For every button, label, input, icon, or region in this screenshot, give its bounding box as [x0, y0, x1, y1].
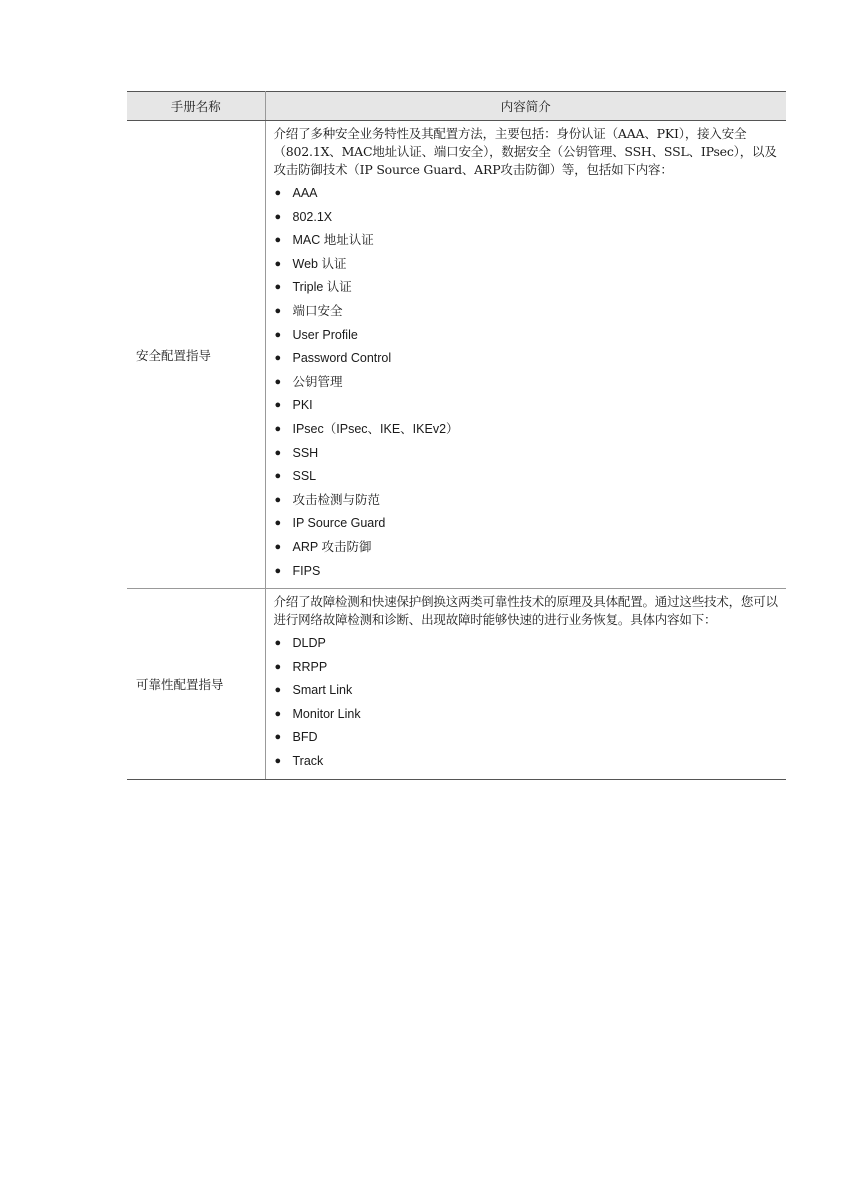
list-item-label: Smart Link: [292, 683, 353, 698]
bullet-icon: ●: [274, 187, 282, 199]
list-item-label: BFD: [292, 730, 318, 745]
bullet-icon: ●: [274, 210, 282, 223]
list-item: [274, 679, 779, 703]
list-item: [274, 536, 779, 560]
list-item: [274, 750, 779, 774]
list-item-label: FIPS: [292, 563, 321, 578]
list-item-label: Web 认证: [292, 256, 347, 271]
feature-list: [274, 632, 779, 774]
list-item: [274, 347, 779, 371]
bullet-icon: ●: [274, 257, 282, 270]
table-row: [127, 589, 786, 780]
list-item-label: Password Control: [292, 351, 392, 366]
list-item: [274, 206, 779, 230]
list-item: [274, 703, 779, 727]
bullet-icon: ●: [274, 422, 282, 435]
bullet-icon: ●: [274, 281, 282, 294]
list-item: [274, 560, 779, 584]
header-manual-name: 手册名称: [127, 92, 265, 121]
content-cell: [265, 121, 786, 589]
bullet-icon: ●: [274, 517, 282, 530]
list-item: [274, 253, 779, 277]
bullet-icon: ●: [274, 470, 282, 483]
list-item-label: Triple 认证: [292, 280, 352, 295]
list-item-label: DLDP: [292, 636, 326, 651]
manual-name-cell: 安全配置指导: [127, 121, 265, 589]
list-item: [274, 418, 779, 442]
manual-name-cell: 可靠性配置指导: [127, 589, 265, 780]
list-item: [274, 656, 779, 680]
list-item-label: Monitor Link: [292, 706, 361, 721]
list-item-label: 公钥管理: [292, 374, 343, 389]
list-item-label: ARP 攻击防御: [292, 539, 372, 554]
list-item-label: MAC 地址认证: [292, 233, 374, 248]
bullet-icon: ●: [274, 399, 282, 412]
list-item-label: PKI: [292, 398, 313, 413]
header-content-summary: 内容简介: [265, 92, 786, 121]
list-item: [274, 276, 779, 300]
bullet-icon: ●: [274, 755, 282, 768]
list-item: [274, 632, 779, 656]
list-item-label: User Profile: [292, 327, 358, 342]
list-item: [274, 182, 779, 206]
feature-list: [274, 182, 779, 583]
table-row: [127, 121, 786, 589]
list-item: [274, 726, 779, 750]
intro-paragraph: 介绍了多种安全业务特性及其配置方法，主要包括：身份认证（AAA、PKI），接入安全（802.1X、MAC地址认证、端口安全），数据安全（公钥管理、SSH、SSL、IPsec），以及攻击防御技术（IP Source Guard、ARP攻击防御）等，包括如下内容：: [273, 126, 777, 177]
list-item-label: 攻击检测与防范: [292, 492, 381, 507]
manual-table: [127, 91, 786, 780]
bullet-icon: ●: [274, 637, 282, 650]
list-item-label: AAA: [292, 186, 318, 200]
bullet-icon: ●: [274, 375, 282, 388]
bullet-icon: ●: [274, 352, 282, 365]
bullet-icon: ●: [274, 707, 282, 720]
bullet-icon: ●: [274, 304, 282, 317]
bullet-icon: ●: [274, 684, 282, 697]
list-item: [274, 394, 779, 418]
table-header-row: [127, 92, 786, 121]
bullet-icon: ●: [274, 660, 282, 673]
list-item-label: Track: [292, 754, 324, 769]
list-item: [274, 512, 779, 536]
list-item: [274, 324, 779, 348]
list-item-label: RRPP: [292, 659, 328, 674]
intro-paragraph: 介绍了故障检测和快速保护倒换这两类可靠性技术的原理及具体配置。通过这些技术，您可以进行网络故障检测和诊断、出现故障时能够快速的进行业务恢复。具体内容如下：: [273, 594, 778, 628]
list-item-label: 端口安全: [292, 303, 343, 318]
list-item-label: SSH: [292, 445, 319, 460]
list-item: [274, 229, 779, 253]
bullet-icon: ●: [274, 234, 282, 247]
list-item-label: IPsec（IPsec、IKE、IKEv2）: [292, 421, 459, 436]
bullet-icon: ●: [274, 731, 282, 744]
list-item-label: SSL: [292, 469, 317, 484]
list-item: [274, 442, 779, 466]
list-item: [274, 489, 779, 513]
content-cell: [265, 589, 786, 780]
bullet-icon: ●: [274, 328, 282, 341]
list-item-label: 802.1X: [292, 209, 333, 224]
bullet-icon: ●: [274, 540, 282, 553]
list-item-label: IP Source Guard: [292, 516, 386, 531]
list-item: [274, 371, 779, 395]
bullet-icon: ●: [274, 446, 282, 459]
list-item: [274, 300, 779, 324]
bullet-icon: ●: [274, 493, 282, 506]
list-item: [274, 465, 779, 489]
bullet-icon: ●: [274, 564, 282, 577]
